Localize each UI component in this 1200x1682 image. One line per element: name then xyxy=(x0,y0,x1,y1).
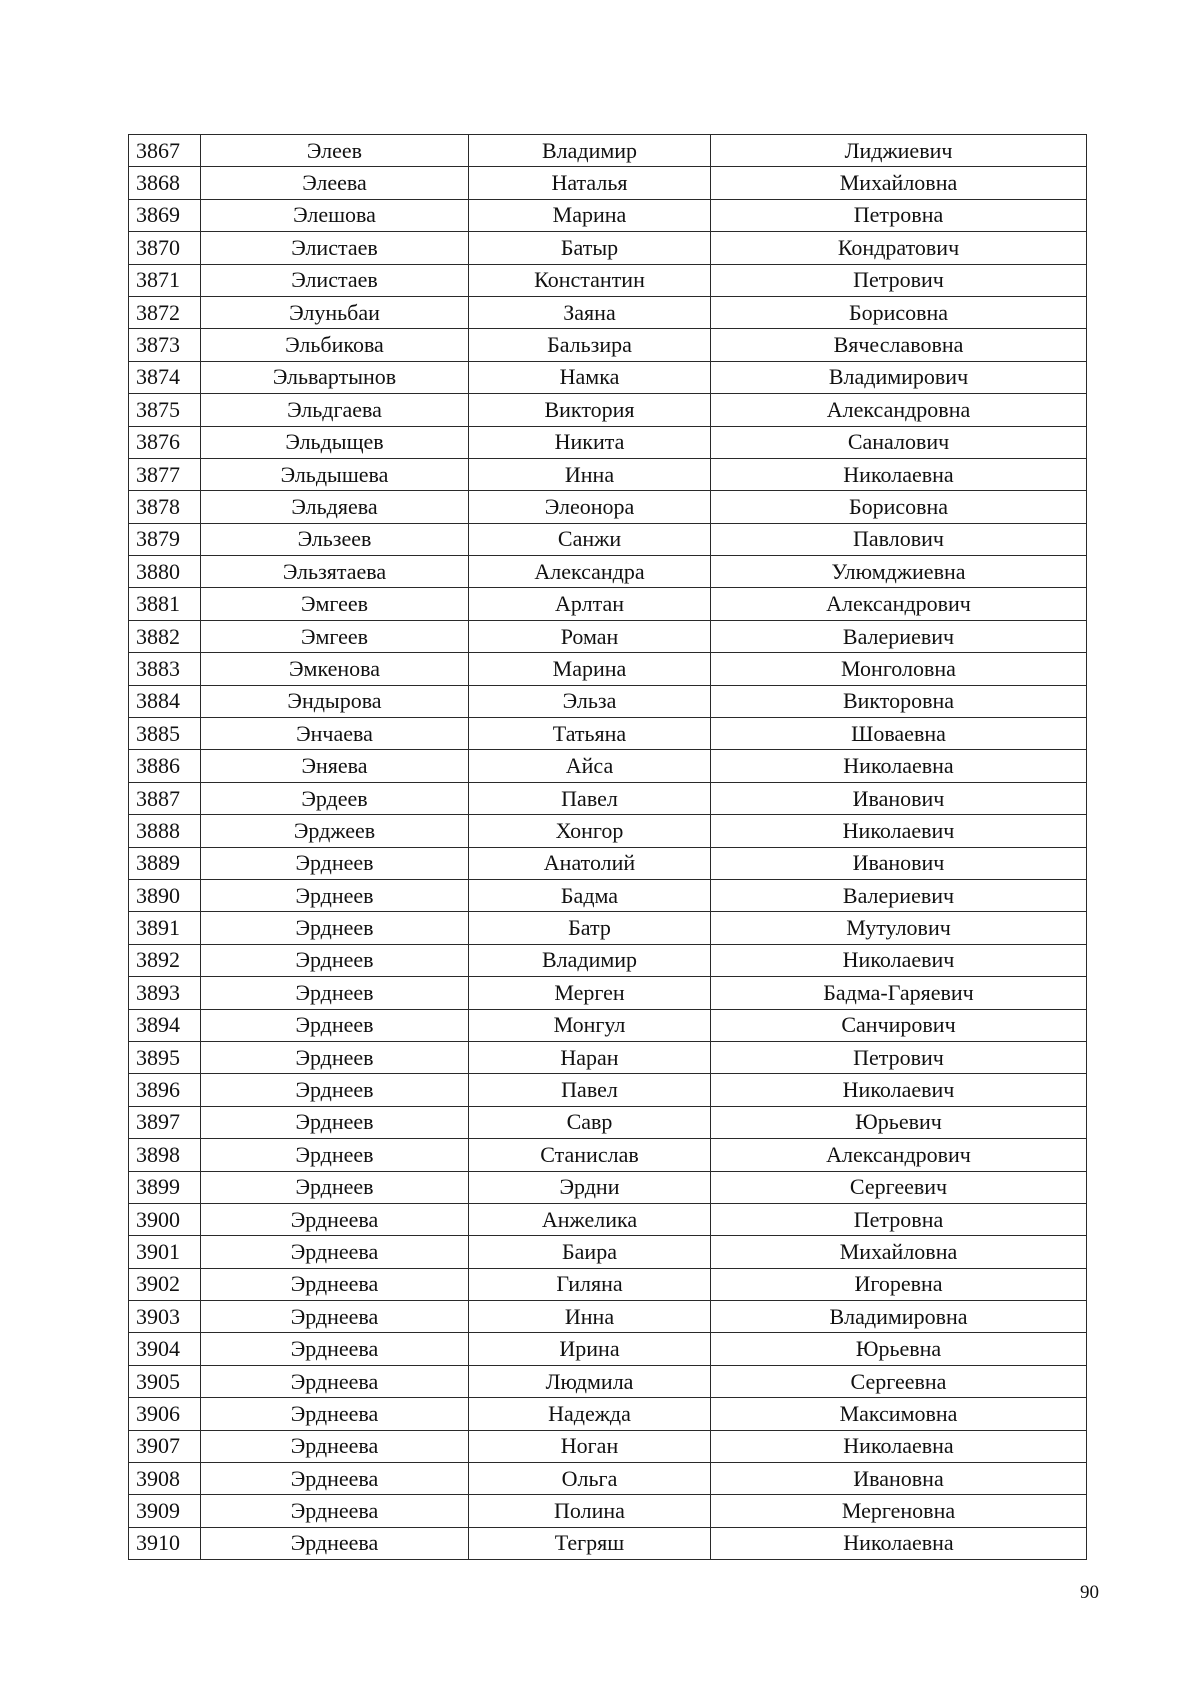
first-name-cell: Эльза xyxy=(469,685,711,717)
surname-cell: Эрднеев xyxy=(201,944,469,976)
table-row xyxy=(129,167,1087,199)
row-number-cell: 3884 xyxy=(129,685,201,717)
patronymic-cell: Владимировна xyxy=(711,1301,1087,1333)
first-name-cell: Людмила xyxy=(469,1365,711,1397)
row-number-cell: 3896 xyxy=(129,1074,201,1106)
table-row xyxy=(129,1074,1087,1106)
table-row xyxy=(129,1430,1087,1462)
patronymic-cell: Павлович xyxy=(711,523,1087,555)
table-row xyxy=(129,1527,1087,1559)
row-number-cell: 3868 xyxy=(129,167,201,199)
row-number-cell: 3869 xyxy=(129,199,201,231)
patronymic-cell: Александрович xyxy=(711,588,1087,620)
patronymic-cell: Ивановна xyxy=(711,1463,1087,1495)
surname-cell: Эмгеев xyxy=(201,620,469,652)
table-row xyxy=(129,782,1087,814)
table-row xyxy=(129,1463,1087,1495)
table-row xyxy=(129,685,1087,717)
row-number-cell: 3904 xyxy=(129,1333,201,1365)
table-row xyxy=(129,1203,1087,1235)
first-name-cell: Санжи xyxy=(469,523,711,555)
first-name-cell: Батыр xyxy=(469,232,711,264)
row-number-cell: 3897 xyxy=(129,1106,201,1138)
row-number-cell: 3885 xyxy=(129,718,201,750)
patronymic-cell: Игоревна xyxy=(711,1268,1087,1300)
row-number-cell: 3872 xyxy=(129,296,201,328)
table-row xyxy=(129,1333,1087,1365)
row-number-cell: 3890 xyxy=(129,879,201,911)
patronymic-cell: Викторовна xyxy=(711,685,1087,717)
patronymic-cell: Владимирович xyxy=(711,361,1087,393)
patronymic-cell: Вячеславовна xyxy=(711,329,1087,361)
surname-cell: Эрднеев xyxy=(201,1074,469,1106)
patronymic-cell: Бадма-Гаряевич xyxy=(711,977,1087,1009)
first-name-cell: Бадма xyxy=(469,879,711,911)
patronymic-cell: Александровна xyxy=(711,394,1087,426)
table-row xyxy=(129,199,1087,231)
surname-cell: Элуньбаи xyxy=(201,296,469,328)
first-name-cell: Павел xyxy=(469,1074,711,1106)
surname-cell: Эрдеев xyxy=(201,782,469,814)
surname-cell: Элеева xyxy=(201,167,469,199)
surname-cell: Эрднеева xyxy=(201,1236,469,1268)
surname-cell: Эрднеева xyxy=(201,1430,469,1462)
first-name-cell: Арлтан xyxy=(469,588,711,620)
patronymic-cell: Николаевна xyxy=(711,458,1087,490)
row-number-cell: 3907 xyxy=(129,1430,201,1462)
surname-cell: Элистаев xyxy=(201,264,469,296)
table-row xyxy=(129,944,1087,976)
patronymic-cell: Кондратович xyxy=(711,232,1087,264)
table-row xyxy=(129,1268,1087,1300)
table-row xyxy=(129,1301,1087,1333)
patronymic-cell: Иванович xyxy=(711,847,1087,879)
row-number-cell: 3876 xyxy=(129,426,201,458)
table-row xyxy=(129,1106,1087,1138)
row-number-cell: 3908 xyxy=(129,1463,201,1495)
row-number-cell: 3875 xyxy=(129,394,201,426)
row-number-cell: 3888 xyxy=(129,815,201,847)
first-name-cell: Павел xyxy=(469,782,711,814)
first-name-cell: Заяна xyxy=(469,296,711,328)
table-row xyxy=(129,718,1087,750)
table-row xyxy=(129,750,1087,782)
patronymic-cell: Николаевич xyxy=(711,1074,1087,1106)
first-name-cell: Ноган xyxy=(469,1430,711,1462)
row-number-cell: 3893 xyxy=(129,977,201,1009)
row-number-cell: 3903 xyxy=(129,1301,201,1333)
patronymic-cell: Борисовна xyxy=(711,491,1087,523)
row-number-cell: 3900 xyxy=(129,1203,201,1235)
row-number-cell: 3880 xyxy=(129,556,201,588)
first-name-cell: Анжелика xyxy=(469,1203,711,1235)
patronymic-cell: Сергеевна xyxy=(711,1365,1087,1397)
table-row xyxy=(129,394,1087,426)
patronymic-cell: Лиджиевич xyxy=(711,135,1087,167)
first-name-cell: Александра xyxy=(469,556,711,588)
patronymic-cell: Иванович xyxy=(711,782,1087,814)
row-number-cell: 3892 xyxy=(129,944,201,976)
surname-cell: Эрднеева xyxy=(201,1463,469,1495)
surname-cell: Эрднеева xyxy=(201,1203,469,1235)
first-name-cell: Ирина xyxy=(469,1333,711,1365)
patronymic-cell: Николаевич xyxy=(711,815,1087,847)
surname-cell: Эндырова xyxy=(201,685,469,717)
row-number-cell: 3895 xyxy=(129,1041,201,1073)
first-name-cell: Марина xyxy=(469,199,711,231)
table-row xyxy=(129,912,1087,944)
surname-cell: Эльдыщев xyxy=(201,426,469,458)
surname-cell: Эльбикова xyxy=(201,329,469,361)
registry-table-body xyxy=(129,135,1087,1560)
patronymic-cell: Петровна xyxy=(711,1203,1087,1235)
surname-cell: Эмгеев xyxy=(201,588,469,620)
row-number-cell: 3867 xyxy=(129,135,201,167)
first-name-cell: Мерген xyxy=(469,977,711,1009)
patronymic-cell: Юрьевич xyxy=(711,1106,1087,1138)
table-row xyxy=(129,1495,1087,1527)
surname-cell: Эмкенова xyxy=(201,653,469,685)
table-row xyxy=(129,620,1087,652)
table-row xyxy=(129,296,1087,328)
first-name-cell: Инна xyxy=(469,1301,711,1333)
table-row xyxy=(129,847,1087,879)
surname-cell: Эрднеева xyxy=(201,1495,469,1527)
first-name-cell: Виктория xyxy=(469,394,711,426)
patronymic-cell: Петрович xyxy=(711,1041,1087,1073)
surname-cell: Эрднеев xyxy=(201,1171,469,1203)
surname-cell: Эрднеев xyxy=(201,879,469,911)
patronymic-cell: Николаевна xyxy=(711,1430,1087,1462)
first-name-cell: Марина xyxy=(469,653,711,685)
row-number-cell: 3899 xyxy=(129,1171,201,1203)
first-name-cell: Айса xyxy=(469,750,711,782)
row-number-cell: 3886 xyxy=(129,750,201,782)
surname-cell: Эльдгаева xyxy=(201,394,469,426)
row-number-cell: 3902 xyxy=(129,1268,201,1300)
first-name-cell: Роман xyxy=(469,620,711,652)
patronymic-cell: Мутулович xyxy=(711,912,1087,944)
surname-cell: Эрднеева xyxy=(201,1268,469,1300)
row-number-cell: 3887 xyxy=(129,782,201,814)
patronymic-cell: Борисовна xyxy=(711,296,1087,328)
row-number-cell: 3870 xyxy=(129,232,201,264)
surname-cell: Эльдышева xyxy=(201,458,469,490)
table-row xyxy=(129,588,1087,620)
row-number-cell: 3881 xyxy=(129,588,201,620)
surname-cell: Эрднеев xyxy=(201,977,469,1009)
patronymic-cell: Валериевич xyxy=(711,879,1087,911)
patronymic-cell: Саналович xyxy=(711,426,1087,458)
row-number-cell: 3891 xyxy=(129,912,201,944)
row-number-cell: 3910 xyxy=(129,1527,201,1559)
row-number-cell: 3882 xyxy=(129,620,201,652)
patronymic-cell: Петрович xyxy=(711,264,1087,296)
table-row xyxy=(129,264,1087,296)
surname-cell: Эльдяева xyxy=(201,491,469,523)
first-name-cell: Элеонора xyxy=(469,491,711,523)
patronymic-cell: Юрьевна xyxy=(711,1333,1087,1365)
surname-cell: Эрднеев xyxy=(201,1139,469,1171)
table-row xyxy=(129,135,1087,167)
table-row xyxy=(129,458,1087,490)
page-number: 90 xyxy=(1080,1582,1099,1603)
patronymic-cell: Александрович xyxy=(711,1139,1087,1171)
first-name-cell: Баира xyxy=(469,1236,711,1268)
surname-cell: Эрднеева xyxy=(201,1398,469,1430)
patronymic-cell: Мергеновна xyxy=(711,1495,1087,1527)
patronymic-cell: Петровна xyxy=(711,199,1087,231)
surname-cell: Элистаев xyxy=(201,232,469,264)
first-name-cell: Надежда xyxy=(469,1398,711,1430)
first-name-cell: Анатолий xyxy=(469,847,711,879)
row-number-cell: 3905 xyxy=(129,1365,201,1397)
table-row xyxy=(129,426,1087,458)
row-number-cell: 3898 xyxy=(129,1139,201,1171)
surname-cell: Эрднеев xyxy=(201,912,469,944)
surname-cell: Эрднеева xyxy=(201,1333,469,1365)
table-row xyxy=(129,653,1087,685)
patronymic-cell: Сергеевич xyxy=(711,1171,1087,1203)
table-row xyxy=(129,361,1087,393)
first-name-cell: Савр xyxy=(469,1106,711,1138)
table-row xyxy=(129,1009,1087,1041)
first-name-cell: Бальзира xyxy=(469,329,711,361)
table-row xyxy=(129,1398,1087,1430)
row-number-cell: 3901 xyxy=(129,1236,201,1268)
table-row xyxy=(129,815,1087,847)
table-row xyxy=(129,232,1087,264)
patronymic-cell: Шоваевна xyxy=(711,718,1087,750)
first-name-cell: Батр xyxy=(469,912,711,944)
row-number-cell: 3889 xyxy=(129,847,201,879)
first-name-cell: Намка xyxy=(469,361,711,393)
first-name-cell: Станислав xyxy=(469,1139,711,1171)
patronymic-cell: Улюмджиевна xyxy=(711,556,1087,588)
surname-cell: Эрднеева xyxy=(201,1301,469,1333)
first-name-cell: Татьяна xyxy=(469,718,711,750)
surname-cell: Энчаева xyxy=(201,718,469,750)
table-row xyxy=(129,977,1087,1009)
table-row xyxy=(129,879,1087,911)
row-number-cell: 3909 xyxy=(129,1495,201,1527)
table-row xyxy=(129,329,1087,361)
table-row xyxy=(129,1236,1087,1268)
first-name-cell: Наталья xyxy=(469,167,711,199)
surname-cell: Элешова xyxy=(201,199,469,231)
table-row xyxy=(129,491,1087,523)
patronymic-cell: Николаевич xyxy=(711,944,1087,976)
patronymic-cell: Михайловна xyxy=(711,1236,1087,1268)
table-row xyxy=(129,1139,1087,1171)
name-registry-table xyxy=(128,134,1087,1560)
first-name-cell: Тегряш xyxy=(469,1527,711,1559)
document-page xyxy=(128,134,1086,1560)
patronymic-cell: Максимовна xyxy=(711,1398,1087,1430)
table-row xyxy=(129,1171,1087,1203)
first-name-cell: Никита xyxy=(469,426,711,458)
surname-cell: Эльзятаева xyxy=(201,556,469,588)
first-name-cell: Константин xyxy=(469,264,711,296)
first-name-cell: Наран xyxy=(469,1041,711,1073)
table-row xyxy=(129,556,1087,588)
first-name-cell: Полина xyxy=(469,1495,711,1527)
first-name-cell: Ольга xyxy=(469,1463,711,1495)
row-number-cell: 3894 xyxy=(129,1009,201,1041)
first-name-cell: Гиляна xyxy=(469,1268,711,1300)
surname-cell: Элеев xyxy=(201,135,469,167)
row-number-cell: 3871 xyxy=(129,264,201,296)
surname-cell: Эрднеев xyxy=(201,1009,469,1041)
first-name-cell: Эрдни xyxy=(469,1171,711,1203)
patronymic-cell: Валериевич xyxy=(711,620,1087,652)
patronymic-cell: Михайловна xyxy=(711,167,1087,199)
first-name-cell: Инна xyxy=(469,458,711,490)
first-name-cell: Владимир xyxy=(469,135,711,167)
patronymic-cell: Николаевна xyxy=(711,750,1087,782)
surname-cell: Эрднеев xyxy=(201,1041,469,1073)
patronymic-cell: Санчирович xyxy=(711,1009,1087,1041)
table-row xyxy=(129,1365,1087,1397)
row-number-cell: 3874 xyxy=(129,361,201,393)
row-number-cell: 3873 xyxy=(129,329,201,361)
row-number-cell: 3877 xyxy=(129,458,201,490)
surname-cell: Эльвартынов xyxy=(201,361,469,393)
first-name-cell: Владимир xyxy=(469,944,711,976)
surname-cell: Эльзеев xyxy=(201,523,469,555)
row-number-cell: 3906 xyxy=(129,1398,201,1430)
first-name-cell: Хонгор xyxy=(469,815,711,847)
surname-cell: Эрднеев xyxy=(201,1106,469,1138)
patronymic-cell: Николаевна xyxy=(711,1527,1087,1559)
surname-cell: Эрджеев xyxy=(201,815,469,847)
surname-cell: Эрднеев xyxy=(201,847,469,879)
patronymic-cell: Монголовна xyxy=(711,653,1087,685)
surname-cell: Эрднеева xyxy=(201,1527,469,1559)
surname-cell: Эняева xyxy=(201,750,469,782)
row-number-cell: 3883 xyxy=(129,653,201,685)
first-name-cell: Монгул xyxy=(469,1009,711,1041)
row-number-cell: 3879 xyxy=(129,523,201,555)
row-number-cell: 3878 xyxy=(129,491,201,523)
table-row xyxy=(129,523,1087,555)
table-row xyxy=(129,1041,1087,1073)
surname-cell: Эрднеева xyxy=(201,1365,469,1397)
